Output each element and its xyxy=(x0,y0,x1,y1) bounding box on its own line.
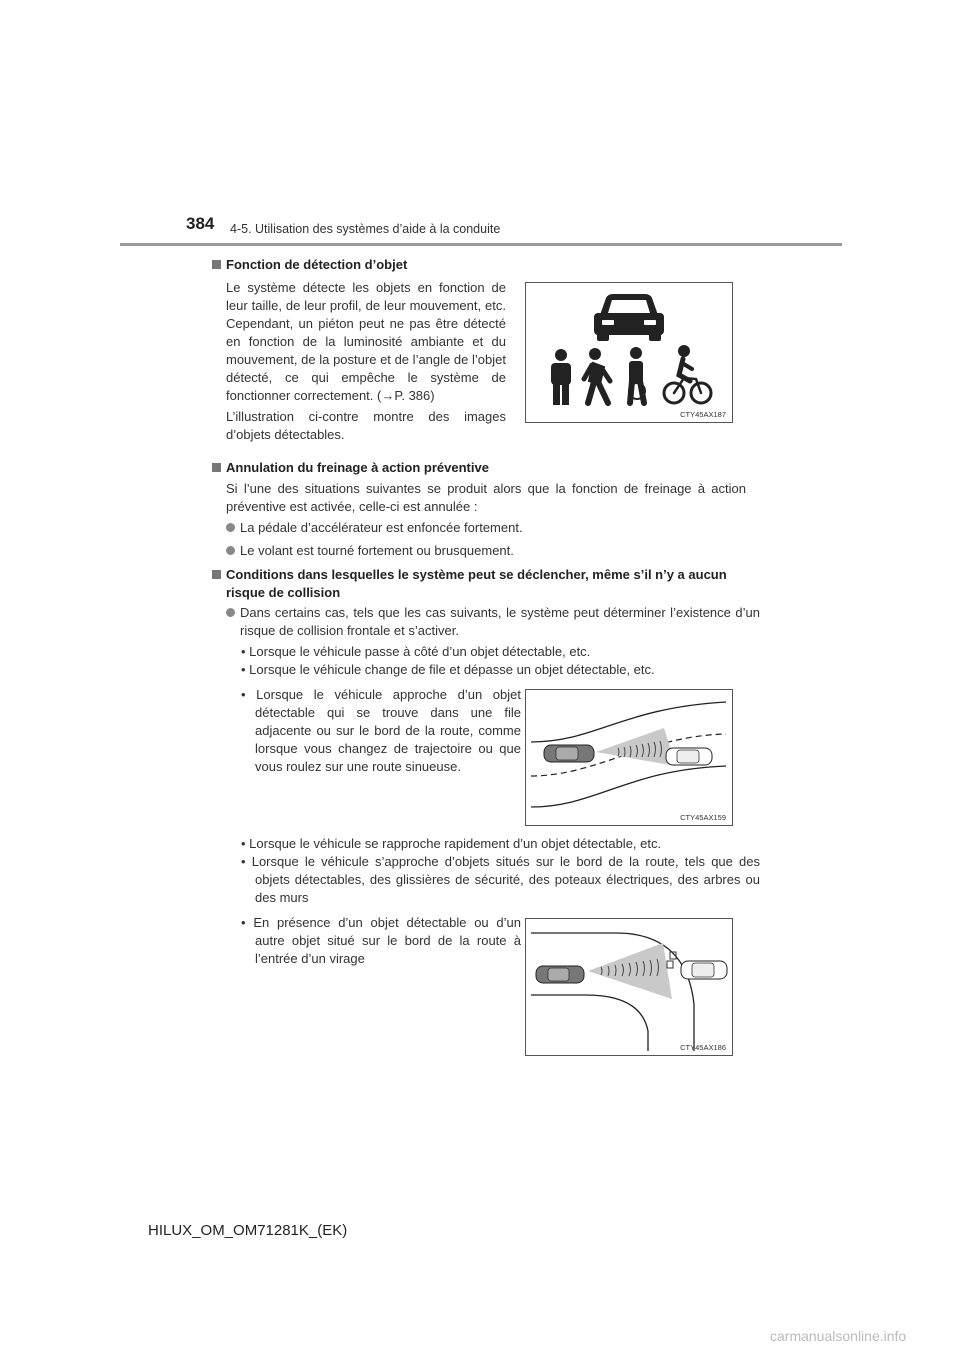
watermark: carmanualsonline.info xyxy=(770,1328,907,1344)
target-car-icon xyxy=(681,961,727,979)
header-divider xyxy=(120,243,842,246)
figure-curve-entry xyxy=(525,918,733,1056)
square-bullet-icon xyxy=(212,260,221,269)
figure-code: CTY45AX159 xyxy=(680,813,726,822)
conditions-bullet: Dans certains cas, tels que les cas suivants, le système peut déterminer l’existence d’un risque de collision frontale et s’activer. xyxy=(226,604,760,640)
round-bullet-icon xyxy=(226,523,235,532)
detection-paragraph-1: Le système détecte les objets en fonction de leur taille, de leur profil, de leur mouvement, etc. Cependant, un piéton peut ne pas être détecté en fonction de la luminosité ambiante et du mouvement, de la posture et de l’angle de l’objet détecté, ce qui empêche le système de fonctionner correctement. (→P. 386) xyxy=(226,280,506,403)
document-code: HILUX_OM_OM71281K_(EK) xyxy=(148,1222,348,1239)
pedestrian-standing-icon xyxy=(551,349,571,405)
cancel-intro: Si l’une des situations suivantes se produit alors que la fonction de freinage à action préventive est activée, celle-ci est annulée : xyxy=(226,481,746,514)
car-front-icon xyxy=(594,294,664,341)
conditions-item-2: • Lorsque le véhicule change de file et dépasse un objet détectable, etc. xyxy=(241,662,655,677)
own-car-icon xyxy=(536,966,584,983)
conditions-item-3: • Lorsque le véhicule approche d’un objet détectable qui se trouve dans une file adjacente ou sur le bord de la route, comme lorsque vous changez de trajectoire ou que vous roulez sur une route sinueuse. xyxy=(241,687,521,774)
heading-cancel: Annulation du freinage à action préventive xyxy=(212,459,489,477)
pedestrian-walking-icon xyxy=(584,348,610,403)
pedestrian-with-bicycle-icon xyxy=(629,347,645,403)
page-number: 384 xyxy=(186,214,215,233)
conditions-item-5: • Lorsque le véhicule s’approche d’objets situés sur le bord de la route, tels que des objets détectables, des glissières de sécurité, des poteaux électriques, des arbres ou des murs xyxy=(241,854,760,905)
square-bullet-icon xyxy=(212,463,221,472)
cyclist-icon xyxy=(664,345,711,403)
curved-road-illustration xyxy=(526,690,732,825)
square-bullet-icon xyxy=(212,570,221,579)
conditions-item-4: • Lorsque le véhicule se rapproche rapidement d’un objet détectable, etc. xyxy=(241,836,662,851)
conditions-item-1: • Lorsque le véhicule passe à côté d’un objet détectable, etc. xyxy=(241,644,591,659)
conditions-item-6: • En présence d’un objet détectable ou d’un autre objet situé sur le bord de la route à l’entrée d’un virage xyxy=(241,915,521,966)
figure-code: CTY45AX186 xyxy=(680,1043,726,1052)
detection-paragraph-2: L’illustration ci-contre montre des images d’objets détectables. xyxy=(226,409,506,442)
heading-detection: Fonction de détection d’objet xyxy=(212,256,407,274)
round-bullet-icon xyxy=(226,546,235,555)
own-car-icon xyxy=(544,745,594,762)
round-bullet-icon xyxy=(226,608,235,617)
detectable-objects-illustration xyxy=(526,283,732,422)
target-car-icon xyxy=(666,748,712,765)
figure-detectable-objects xyxy=(525,282,733,423)
cancel-bullet-1: La pédale d’accélérateur est enfoncée fortement. xyxy=(226,519,746,537)
figure-curved-road xyxy=(525,689,733,826)
section-title: 4-5. Utilisation des systèmes d’aide à la conduite xyxy=(230,222,501,236)
curve-entry-illustration xyxy=(526,919,732,1055)
heading-conditions: Conditions dans lesquelles le système peut se déclencher, même s’il n’y a aucun risque de collision xyxy=(212,566,766,602)
cancel-bullet-2: Le volant est tourné fortement ou brusquement. xyxy=(226,542,746,560)
figure-code: CTY45AX187 xyxy=(680,410,726,419)
